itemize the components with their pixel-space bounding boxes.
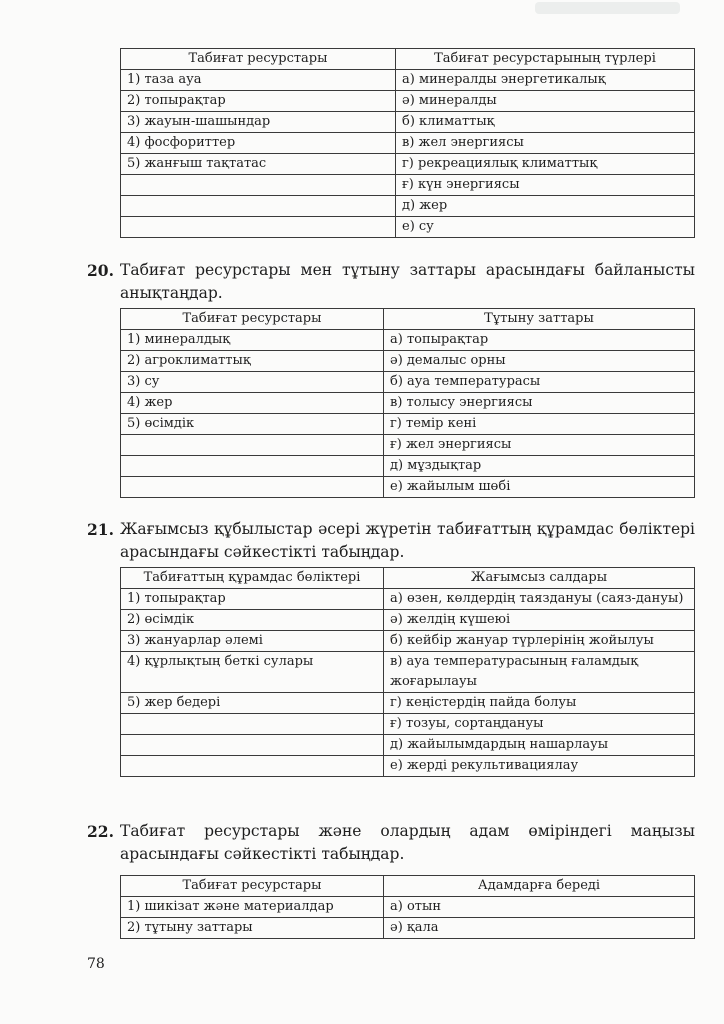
left-cell: 1) минералдық: [121, 330, 384, 351]
right-cell: ғ) тозуы, сортаңдануы: [384, 714, 695, 735]
column-header: Тұтыну заттары: [384, 309, 695, 330]
column-header: Жағымсыз салдары: [384, 568, 695, 589]
table-row: [121, 897, 695, 918]
right-cell: е) жерді рекультивациялау: [384, 756, 695, 777]
right-cell: а) минералды энергетикалық: [396, 70, 695, 91]
table-row: [121, 652, 695, 693]
table-row: [121, 351, 695, 372]
left-cell: 3) су: [121, 372, 384, 393]
right-cell: ә) қала: [384, 918, 695, 939]
table-row: [121, 714, 695, 735]
task-text: Табиғат ресурстары мен тұтыну заттары арасындағы байланысты анықтаңдар.: [120, 261, 695, 302]
table-row: [121, 133, 695, 154]
column-header: Табиғат ресурстары: [121, 309, 384, 330]
left-cell: 1) таза ауа: [121, 70, 396, 91]
task-number: 22.: [87, 822, 114, 841]
right-cell: в) жел энергиясы: [396, 133, 695, 154]
right-cell: е) су: [396, 217, 695, 238]
table-row: [121, 414, 695, 435]
right-cell: ә) демалыс орны: [384, 351, 695, 372]
right-cell: ғ) жел энергиясы: [384, 435, 695, 456]
left-cell: [121, 456, 384, 477]
table-row: [121, 456, 695, 477]
table-row: [121, 756, 695, 777]
task-20: [87, 259, 695, 305]
table-row: [121, 693, 695, 714]
task-number: 20.: [87, 261, 114, 280]
column-header: Табиғат ресурстарының түрлері: [396, 49, 695, 70]
table-row: [121, 610, 695, 631]
right-cell: ғ) күн энергиясы: [396, 175, 695, 196]
matching-table-22: [120, 875, 695, 939]
right-cell: д) мұздықтар: [384, 456, 695, 477]
table-row: [121, 477, 695, 498]
column-header: Табиғат ресурстары: [121, 49, 396, 70]
right-cell: а) топырақтар: [384, 330, 695, 351]
scan-smudge: [535, 2, 680, 14]
left-cell: 5) өсімдік: [121, 414, 384, 435]
task-text: Жағымсыз құбылыстар әсері жүретін табиғаттың құрамдас бөліктері арасындағы сәйкестікті табыңдар.: [120, 520, 695, 561]
left-cell: [121, 756, 384, 777]
right-cell: б) климаттық: [396, 112, 695, 133]
left-cell: [121, 175, 396, 196]
table-header-row: [121, 876, 695, 897]
table-row: [121, 196, 695, 217]
table-header-row: [121, 49, 695, 70]
table-row: [121, 393, 695, 414]
left-cell: 2) топырақтар: [121, 91, 396, 112]
left-cell: 4) жер: [121, 393, 384, 414]
table-row: [121, 91, 695, 112]
left-cell: [121, 196, 396, 217]
right-cell: г) рекреациялық климаттық: [396, 154, 695, 175]
left-cell: 4) фосфориттер: [121, 133, 396, 154]
right-cell: г) темір кені: [384, 414, 695, 435]
table-row: [121, 589, 695, 610]
matching-table-20: [120, 308, 695, 498]
right-cell: ә) минералды: [396, 91, 695, 112]
left-cell: 5) жер бедері: [121, 693, 384, 714]
left-cell: [121, 217, 396, 238]
left-cell: 5) жанғыш тақтатас: [121, 154, 396, 175]
right-cell: б) ауа температурасы: [384, 372, 695, 393]
left-cell: 3) жауын-шашындар: [121, 112, 396, 133]
column-header: Табиғаттың құрамдас бөліктері: [121, 568, 384, 589]
right-cell: в) ауа температурасының ғаламдық жоғарылауы: [384, 652, 695, 693]
table-row: [121, 435, 695, 456]
left-cell: 2) агроклиматтық: [121, 351, 384, 372]
page-number: 78: [87, 956, 105, 972]
left-cell: 2) тұтыну заттары: [121, 918, 384, 939]
table-row: [121, 70, 695, 91]
matching-table-21: [120, 567, 695, 777]
table-row: [121, 175, 695, 196]
right-cell: б) кейбір жануар түрлерінің жойылуы: [384, 631, 695, 652]
task-text: Табиғат ресурстары және олардың адам өміріндегі маңызы арасындағы сәйкестікті табыңдар.: [120, 822, 695, 863]
left-cell: [121, 735, 384, 756]
table-row: [121, 735, 695, 756]
table-header-row: [121, 568, 695, 589]
right-cell: д) жайылымдардың нашарлауы: [384, 735, 695, 756]
task-22: [87, 820, 695, 866]
table-header-row: [121, 309, 695, 330]
table-row: [121, 217, 695, 238]
left-cell: [121, 477, 384, 498]
left-cell: 4) құрлықтың беткі сулары: [121, 652, 384, 693]
right-cell: ә) желдің күшеюі: [384, 610, 695, 631]
left-cell: [121, 435, 384, 456]
right-cell: е) жайылым шөбі: [384, 477, 695, 498]
table-row: [121, 154, 695, 175]
matching-table-19: [120, 48, 695, 238]
table-row: [121, 631, 695, 652]
right-cell: в) толысу энергиясы: [384, 393, 695, 414]
table-row: [121, 918, 695, 939]
table-row: [121, 372, 695, 393]
column-header: Адамдарға береді: [384, 876, 695, 897]
right-cell: г) кеңістердің пайда болуы: [384, 693, 695, 714]
table-row: [121, 330, 695, 351]
right-cell: а) отын: [384, 897, 695, 918]
left-cell: 1) шикізат және материалдар: [121, 897, 384, 918]
column-header: Табиғат ресурстары: [121, 876, 384, 897]
right-cell: д) жер: [396, 196, 695, 217]
left-cell: [121, 714, 384, 735]
task-number: 21.: [87, 520, 114, 539]
table-row: [121, 112, 695, 133]
left-cell: 2) өсімдік: [121, 610, 384, 631]
task-21: [87, 518, 695, 564]
right-cell: а) өзен, көлдердің таяздануы (саяз-дануы): [384, 589, 695, 610]
left-cell: 1) топырақтар: [121, 589, 384, 610]
left-cell: 3) жануарлар әлемі: [121, 631, 384, 652]
